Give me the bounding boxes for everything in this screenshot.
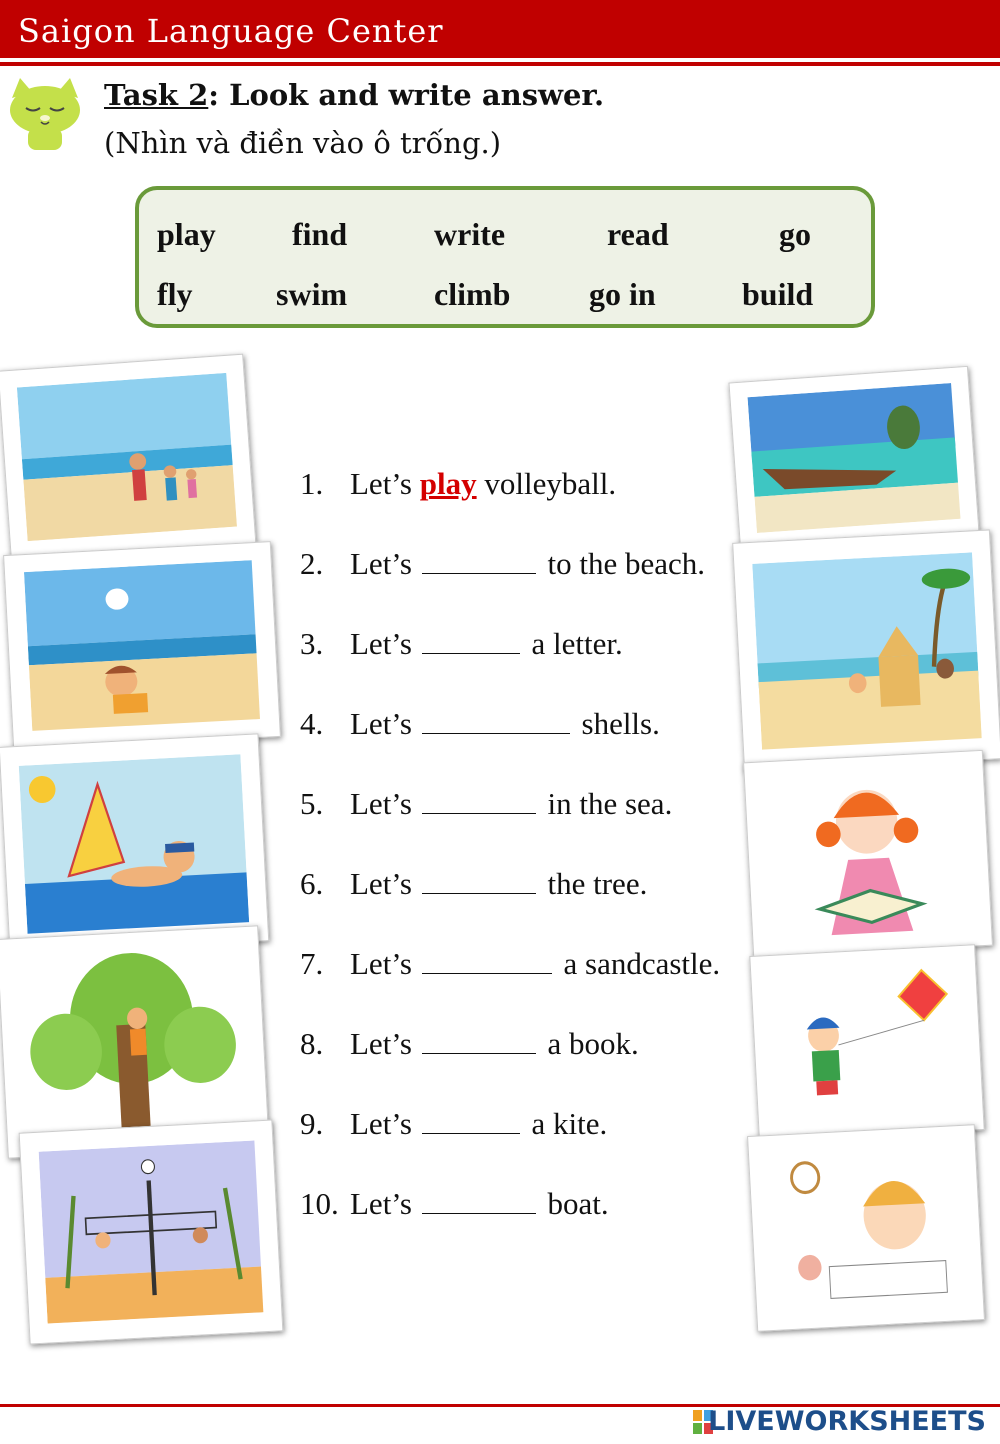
answer-blank[interactable] [422, 1107, 520, 1134]
picture-sandcastle [732, 529, 1000, 772]
question-7: 7. Let’s a sandcastle. [300, 946, 721, 981]
picture-swimming [0, 733, 269, 954]
answer-blank[interactable] [422, 787, 536, 814]
word-bank-item: build [742, 276, 814, 312]
picture-beach-family [0, 354, 256, 561]
word-bank [135, 186, 875, 328]
question-1: 1. Let’s play volleyball. [300, 466, 617, 501]
liveworksheets-brand[interactable]: LIVEWORKSHEETS [708, 1406, 986, 1437]
question-8: 8. Let’s a book. [300, 1026, 639, 1061]
answer-blank[interactable] [422, 627, 520, 654]
picture-writing-boy [747, 1124, 985, 1332]
word-bank-item: find [292, 216, 348, 252]
word-bank-item: go in [589, 276, 656, 312]
question-2: 2. Let’s to the beach. [300, 546, 706, 581]
header-divider [0, 62, 1000, 66]
word-bank-item: climb [434, 276, 511, 312]
picture-boat [728, 366, 979, 550]
word-bank-item: swim [276, 276, 348, 312]
question-9: 9. Let’s a kite. [300, 1106, 608, 1141]
answer-blank[interactable] [422, 947, 552, 974]
question-5: 5. Let’s in the sea. [300, 786, 673, 821]
header-bar [0, 0, 1000, 58]
question-6: 6. Let’s the tree. [300, 866, 648, 901]
word-bank-item: write [434, 216, 506, 252]
answer-filled[interactable]: play [419, 466, 477, 501]
header-title: Saigon Language Center [18, 12, 444, 50]
answer-blank[interactable] [422, 867, 536, 894]
answer-blank[interactable] [422, 707, 570, 734]
answer-blank[interactable] [422, 1027, 536, 1054]
question-10: 10. Let’s boat. [300, 1186, 609, 1221]
picture-boy-shells [3, 541, 281, 751]
task-number: Task 2 [104, 78, 209, 112]
question-4: 4. Let’s shells. [300, 706, 660, 741]
word-bank-item: play [157, 216, 216, 252]
picture-reading-girl [743, 750, 993, 958]
word-bank-item: fly [157, 276, 193, 312]
question-3: 3. Let’s a letter. [300, 626, 623, 661]
task-title [104, 78, 604, 112]
word-bank-item: go [779, 216, 811, 252]
picture-kite-boy [749, 944, 984, 1142]
word-bank-item: read [607, 216, 669, 252]
answer-blank[interactable] [422, 1187, 536, 1214]
task-subtitle: (Nhìn và điền vào ô trống.) [104, 126, 502, 160]
answer-blank[interactable] [422, 547, 536, 574]
task-instruction: : Look and write answer. [208, 78, 605, 112]
picture-volleyball [19, 1119, 284, 1344]
cat-mascot-icon [6, 76, 84, 152]
